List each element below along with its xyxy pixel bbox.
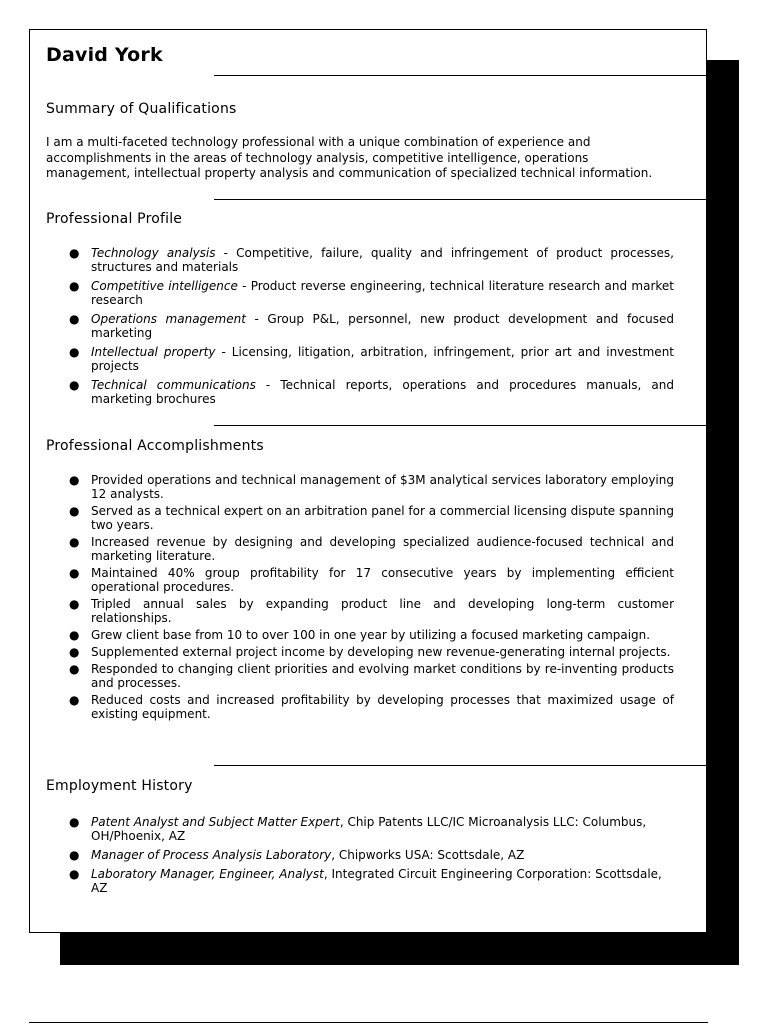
bullet-icon: ● xyxy=(69,566,80,580)
list-item xyxy=(69,312,675,340)
bullet-icon: ● xyxy=(69,597,80,611)
list-item xyxy=(69,693,674,721)
accomplishment-text: Tripled annual sales by expanding product line and developing long-term customer relationships. xyxy=(91,597,674,625)
profile-desc: - Competitive, failure, quality and infringement of product processes, structures and materials xyxy=(91,246,674,274)
bullet-icon: ● xyxy=(69,815,80,829)
bullet-icon: ● xyxy=(69,628,80,642)
divider xyxy=(214,75,707,76)
profile-term: Technology analysis xyxy=(91,246,216,260)
bullet-icon: ● xyxy=(69,867,80,881)
profile-term: Technical communications xyxy=(91,378,256,392)
profile-term: Intellectual property xyxy=(91,345,216,359)
accomplishment-text: Provided operations and technical management of $3M analytical services laboratory employing 12 analysts. xyxy=(91,473,674,501)
profile-term: Operations management xyxy=(91,312,246,326)
bullet-icon: ● xyxy=(69,504,80,518)
list-item xyxy=(69,815,674,843)
summary-text: I am a multi-faceted technology professional with a unique combination of experience and accomplishments in the areas of technology analysis, competitive intelligence, operations management, intellectual property analysis and communication of specialized technical information. xyxy=(46,135,653,180)
list-item xyxy=(69,848,674,862)
page-bottom-rule xyxy=(29,1022,708,1023)
employment-org: , Chip Patents LLC/IC Microanalysis LLC: Columbus, OH/Phoenix, AZ xyxy=(91,815,647,843)
candidate-name: David York xyxy=(46,44,163,66)
employment-list xyxy=(46,815,674,900)
bullet-icon: ● xyxy=(69,312,80,326)
list-item xyxy=(69,473,674,501)
list-item xyxy=(69,645,674,659)
bullet-icon: ● xyxy=(69,345,80,359)
list-item xyxy=(69,246,674,274)
list-item xyxy=(69,378,675,406)
list-item xyxy=(69,597,674,625)
accomplishment-text: Grew client base from 10 to over 100 in one year by utilizing a focused marketing campaign. xyxy=(91,628,651,642)
employment-role: Patent Analyst and Subject Matter Expert xyxy=(91,815,340,829)
accomplishment-text: Responded to changing client priorities and evolving market conditions by re-inventing products and processes. xyxy=(91,662,674,690)
bullet-icon: ● xyxy=(69,378,80,392)
profile-list xyxy=(46,246,674,411)
employment-org: , Chipworks USA: Scottsdale, AZ xyxy=(331,848,525,862)
list-item xyxy=(69,628,674,642)
divider xyxy=(214,425,707,426)
section-title-employment: Employment History xyxy=(46,778,193,794)
employment-role: Laboratory Manager, Engineer, Analyst xyxy=(91,867,324,881)
divider xyxy=(214,199,707,200)
profile-desc: - Group P&L, personnel, new product development and focused marketing xyxy=(91,312,675,340)
list-item xyxy=(69,504,674,532)
section-title-accomplishments: Professional Accomplishments xyxy=(46,438,264,454)
resume-card xyxy=(29,29,707,933)
accomplishment-text: Served as a technical expert on an arbitration panel for a commercial licensing dispute spanning two years. xyxy=(91,504,674,532)
list-item xyxy=(69,279,674,307)
bullet-icon: ● xyxy=(69,693,80,707)
list-item xyxy=(69,535,674,563)
profile-desc: - Licensing, litigation, arbitration, infringement, prior art and investment projects xyxy=(91,345,675,373)
accomplishment-text: Maintained 40% group profitability for 17 consecutive years by implementing efficient operational procedures. xyxy=(91,566,674,594)
bullet-icon: ● xyxy=(69,645,80,659)
bullet-icon: ● xyxy=(69,662,80,676)
bullet-icon: ● xyxy=(69,535,80,549)
employment-role: Manager of Process Analysis Laboratory xyxy=(91,848,332,862)
profile-desc: - Product reverse engineering, technical literature research and market research xyxy=(91,279,674,307)
section-title-profile: Professional Profile xyxy=(46,211,183,227)
accomplishments-list xyxy=(46,473,674,724)
list-item xyxy=(69,662,674,690)
accomplishment-text: Increased revenue by designing and developing specialized audience-focused technical and marketing literature. xyxy=(91,535,674,563)
profile-term: Competitive intelligence xyxy=(91,279,238,293)
section-title-summary: Summary of Qualifications xyxy=(46,101,237,117)
list-item xyxy=(69,345,675,373)
list-item xyxy=(69,566,674,594)
bullet-icon: ● xyxy=(69,848,80,862)
divider xyxy=(214,765,707,766)
bullet-icon: ● xyxy=(69,473,80,487)
accomplishment-text: Reduced costs and increased profitability by developing processes that maximized usage of existing equipment. xyxy=(91,693,674,721)
profile-desc: - Technical reports, operations and procedures manuals, and marketing brochures xyxy=(91,378,675,406)
list-item xyxy=(69,867,674,895)
employment-org: , Integrated Circuit Engineering Corporation: Scottsdale, AZ xyxy=(91,867,662,895)
bullet-icon: ● xyxy=(69,246,80,260)
bullet-icon: ● xyxy=(69,279,80,293)
accomplishment-text: Supplemented external project income by developing new revenue-generating internal projects. xyxy=(91,645,671,659)
